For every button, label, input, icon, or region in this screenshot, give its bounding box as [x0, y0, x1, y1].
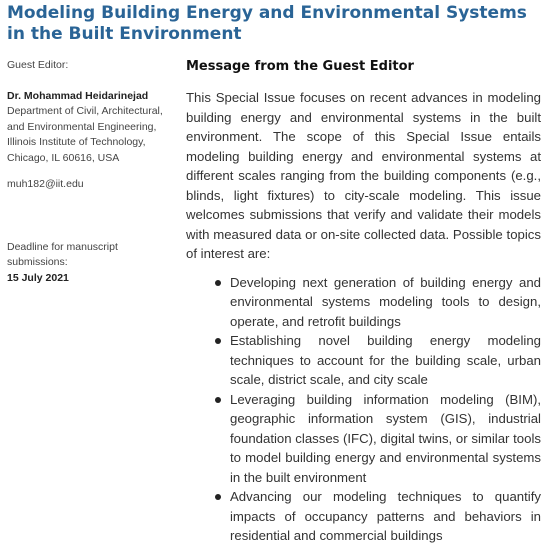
topic-text: Leveraging building information modeling (BIM), geographic information system (GIS), industrial foundation classes (IFC), digital twins, or similar tools to model building energy and environmental systems in the built environment	[230, 391, 541, 485]
deadline-label: Deadline for manuscript submissions:	[7, 240, 118, 268]
bullet-icon	[215, 280, 221, 286]
bullet-icon	[215, 338, 221, 344]
topic-text: Developing next generation of building energy and environmental systems modeling tools to design, operate, and retrofit buildings	[230, 274, 541, 329]
deadline-date: 15 July 2021	[7, 271, 69, 284]
topics-list	[186, 273, 541, 546]
page-title: Modeling Building Energy and Environmental Systems in the Built Environment	[7, 3, 527, 44]
bullet-icon	[215, 397, 221, 403]
topic-item	[186, 390, 541, 488]
editor-message	[186, 57, 541, 546]
message-heading: Message from the Guest Editor	[186, 59, 414, 74]
topic-text: Establishing novel building energy modeling techniques to account for the building scale, urban scale, district scale, and city scale	[230, 333, 541, 387]
editor-sidebar	[7, 58, 172, 286]
topic-item	[186, 487, 541, 546]
topic-text: Advancing our modeling techniques to quantify impacts of occupancy patterns and behaviors in residential and commercial buildings	[230, 489, 541, 543]
editor-email-link[interactable]: muh182@iit.edu	[7, 178, 84, 190]
topic-item	[186, 331, 541, 390]
message-intro: This Special Issue focuses on recent advances in modeling building energy and environmental systems in the built environment. The scope of this Special Issue entails modeling building energy and environmental systems at different scales ranging from the building components (e.g., blinds, light fixtures) to city-scale modeling. This issue welcomes submissions that verify and validate their models with measured data or on-site collected data. Possible topics of interest are:	[186, 90, 541, 261]
editor-affiliation: Department of Civil, Architectural, and Environmental Engineering, Illinois Institute of Technology, Chicago, IL 60616, USA	[7, 105, 163, 164]
bullet-icon	[215, 494, 221, 500]
guest-editor-label: Guest Editor:	[7, 59, 69, 71]
topic-item	[186, 273, 541, 332]
editor-name: Dr. Mohammad Heidarinejad	[7, 89, 149, 102]
